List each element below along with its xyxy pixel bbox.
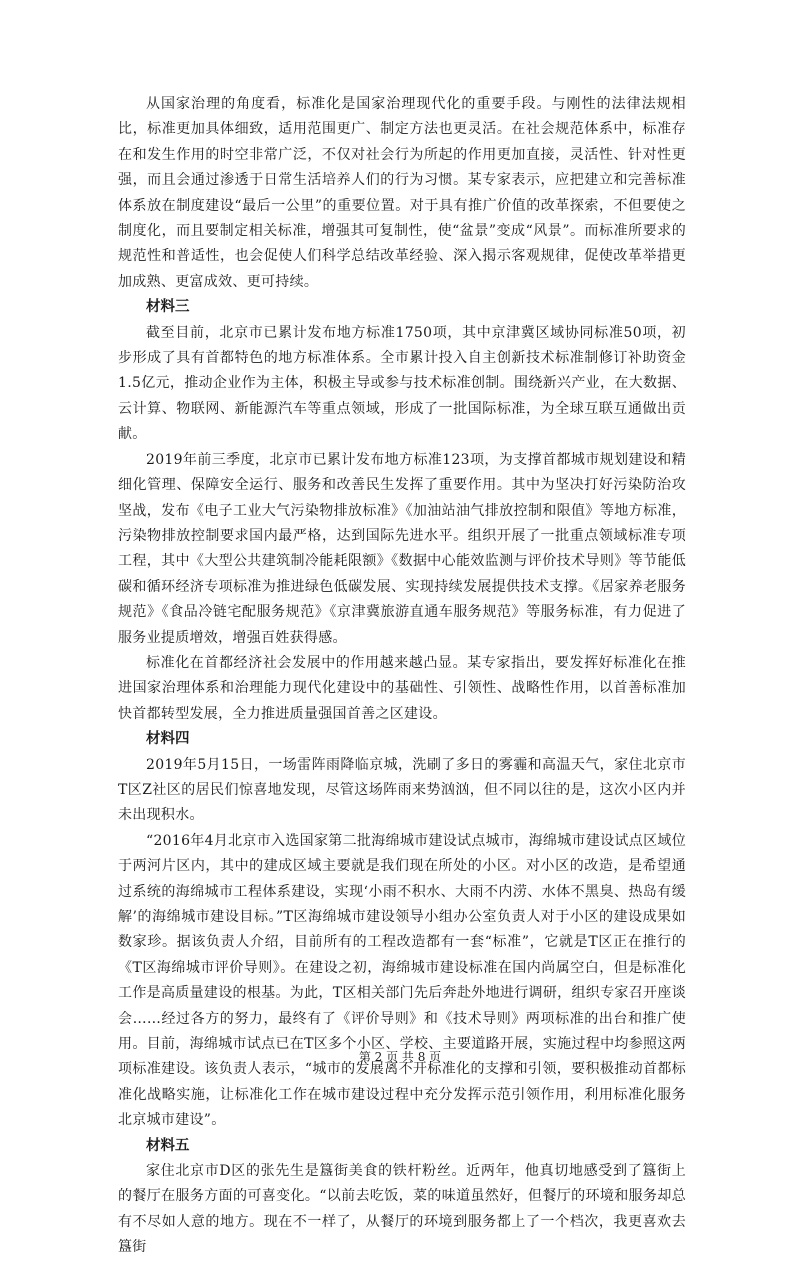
paragraph-2019-q3: 2019年前三季度，北京市已累计发布地方标准123项，为支撑首都城市规划建设和精细化管理、保障安全运行、服务和改善民生发挥了重要作用。其中为坚决打好污染防治攻坚战，发布《电子工业大气污染物排放标准》《加油站油气排放控制和限值》等地方标准，污染物排放控制要求国内最严格，达到国际先进水平。组织开展了一批重点领域标准专项工程，其中《大型公共建筑制冷能耗限额》《数据中心能效监测与评价技术导则》等节能低碳和循环经济专项标准为推进绿色低碳发展、实现持续发展提供技术支撑。《居家养老服务规范》《食品冷链宅配服务规范》《京津冀旅游直通车服务规范》等服务标准，有力促进了服务业提质增效，增强百姓获得感。 <box>118 451 686 646</box>
heading-material-5: 材料五 <box>146 1137 190 1154</box>
paragraph-beijing-standards: 截至目前，北京市已累计发布地方标准1750项，其中京津冀区域协同标准50项，初步形成了具有首都特色的地方标准体系。全市累计投入自主创新技术标准制修订补助资金1.5亿元，推动企业作为主体，积极主导或参与技术标准创制。围绕新兴产业，在大数据、云计算、物联网、新能源汽车等重点领域，形成了一批国际标准，为全球互联互通做出贡献。 <box>118 324 686 443</box>
page-number-footer: 第 2 页 共 8 页 <box>358 1050 442 1064</box>
heading-material-4: 材料四 <box>146 731 190 748</box>
paragraph-rainstorm: 2019年5月15日，一场雷阵雨降临京城，洗刷了多日的雾霾和高温天气，家住北京市T区Z社区的居民们惊喜地发现，尽管这场阵雨来势汹汹，但不同以往的是，这次小区内并未出现积水。 <box>118 756 686 824</box>
paragraph-governance: 从国家治理的角度看，标准化是国家治理现代化的重要手段。与刚性的法律法规相比，标准更加具体细致，适用范围更广、制定方法也更灵活。在社会规范体系中，标准存在和发生作用的时空非常广泛，不仅对社会行为所起的作用更加直接，灵活性、针对性更强，而且会通过渗透于日常生活培养人们的行为习惯。某专家表示，应把建立和完善标准体系放在制度建设“最后一公里”的重要位置。对于具有推广价值的改革探索，不但要使之制度化，而且要制定相关标准，增强其可复制性，使“盆景”变成“风景”。而标准所要求的规范性和普适性，也会促使人们科学总结改革经验、深入揭示客观规律，促使改革举措更加成熟、更富成效、更可持续。 <box>118 96 686 290</box>
paragraph-expert-view: 标准化在首都经济社会发展中的作用越来越凸显。某专家指出，要发挥好标准化在推进国家治理体系和治理能力现代化建设中的基础性、引领性、战略性作用，以首善标准加快首都转型发展，全力推进质量强国首善之区建设。 <box>118 654 686 722</box>
paragraph-guijie: 家住北京市D区的张先生是簋街美食的铁杆粉丝。近两年，他真切地感受到了簋街上的餐厅在服务方面的可喜变化。“以前去吃饭，菜的味道虽然好，但餐厅的环境和服务却总有不尽如人意的地方。现在不一样了，从餐厅的环境到服务都上了一个档次，我更喜欢去簋街 <box>118 1163 686 1256</box>
heading-material-3: 材料三 <box>146 299 190 316</box>
paragraph-sponge-city: “2016年4月北京市入选国家第二批海绵城市建设试点城市，海绵城市建设试点区域位于两河片区内，其中的建成区域主要就是我们现在所处的小区。对小区的改造，是希望通过系统的海绵城市工程体系建设，实现‘小雨不积水、大雨不内涝、水体不黑臭、热岛有缓解’的海绵城市建设目标。”T区海绵城市建设领导小组办公室负责人对于小区的建设成果如数家珍。据该负责人介绍，目前所有的工程改造都有一套“标准”，它就是T区正在推行的《T区海绵城市评价导则》。在建设之初，海绵城市建设标准在国内尚属空白，但是标准化工作是高质量建设的根基。为此，T区相关部门先后奔赴外地进行调研，组织专家召开座谈会……经过各方的努力，最终有了《评价导则》和《技术导则》两项标准的出台和推广使用。目前，海绵城市试点已在T区多个小区、学校、主要道路开展，实施过程中均参照这两项标准建设。该负责人表示，“城市的发展离不开标准化的支撑和引领，要积极推动首都标准化战略实施，让标准化工作在城市建设过程中充分发挥示范引领作用，利用标准化服务北京城市建设”。 <box>118 832 686 1129</box>
document-body <box>118 92 686 1261</box>
